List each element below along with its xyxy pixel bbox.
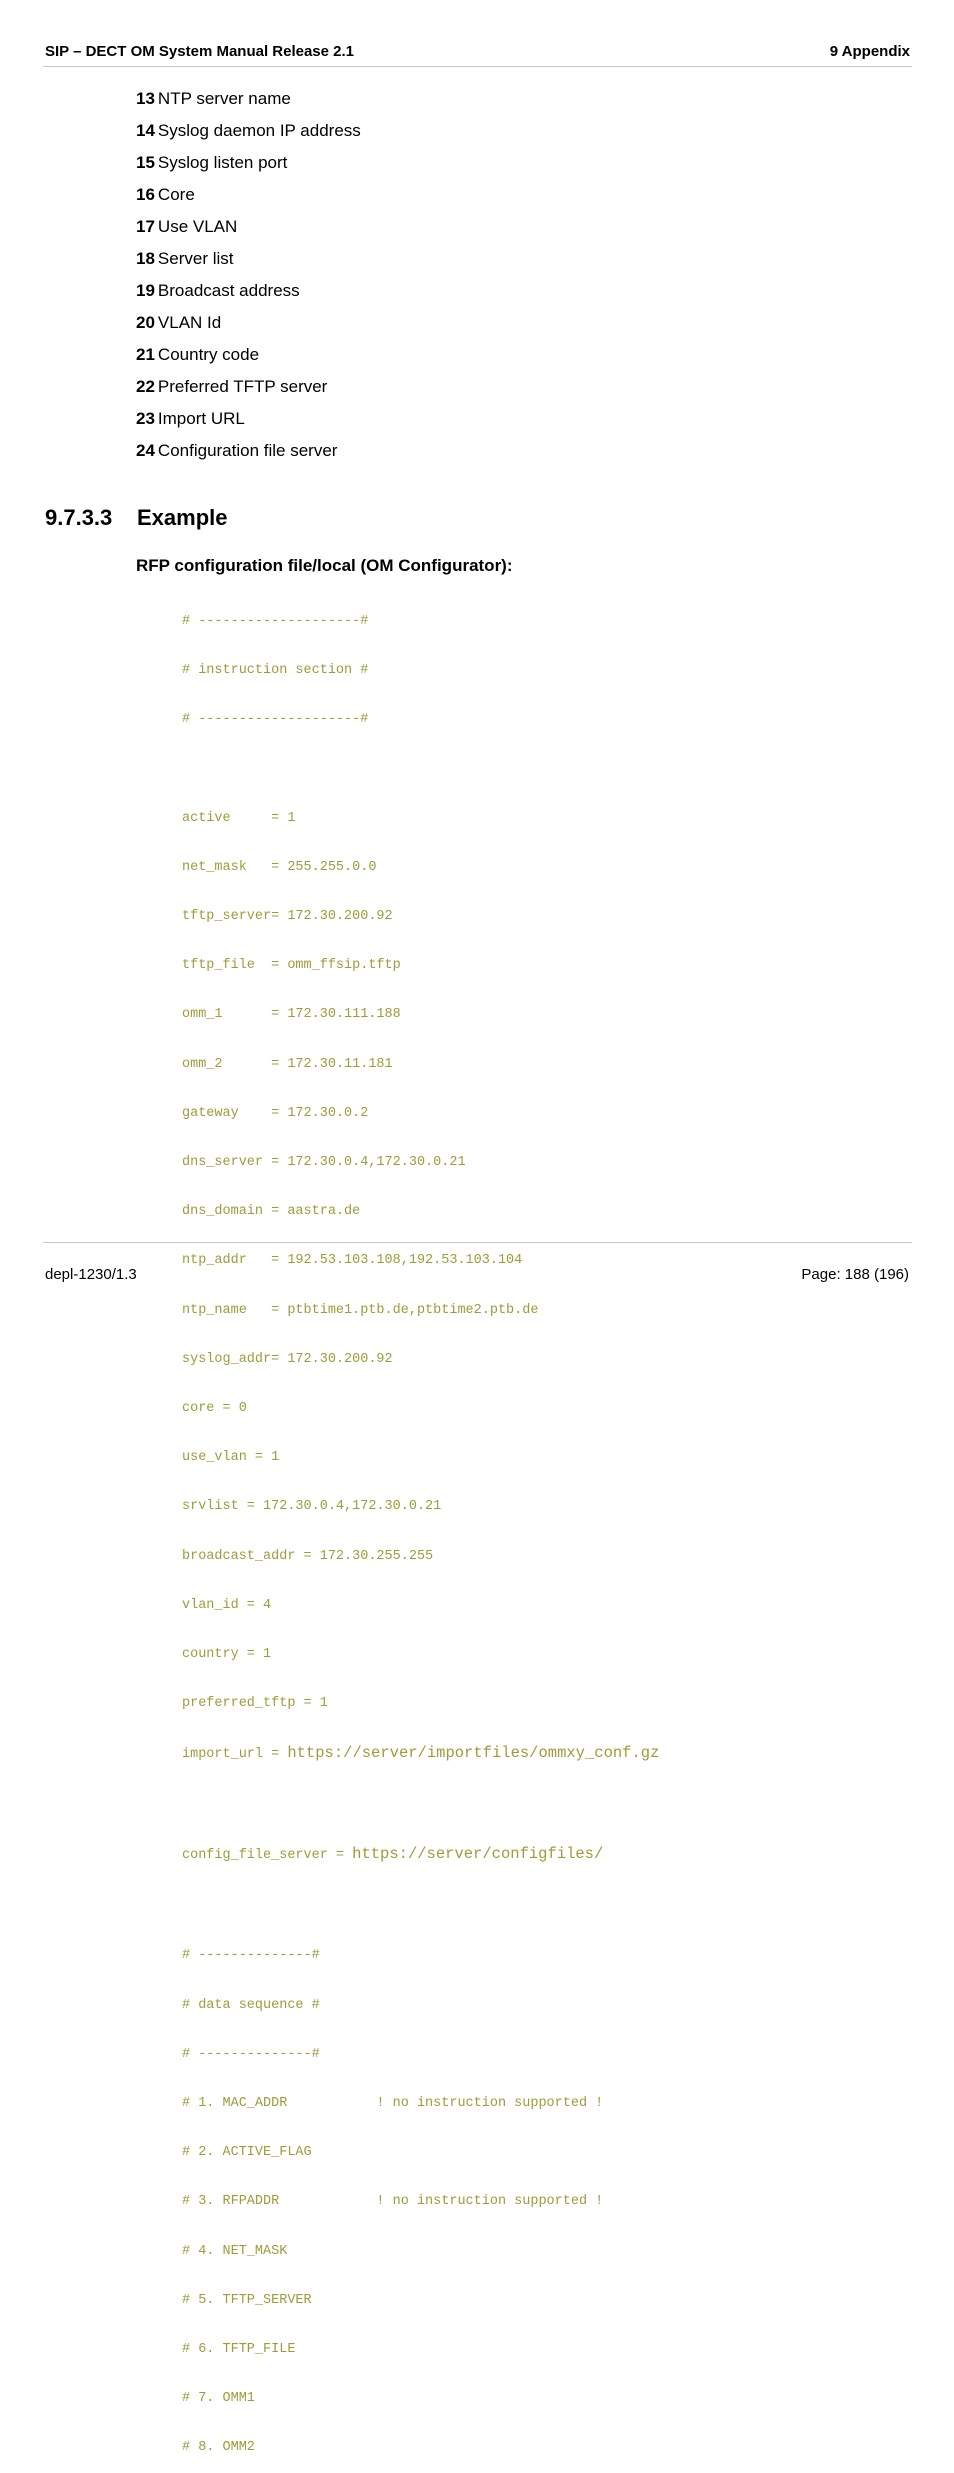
list-item — [136, 120, 361, 152]
code-line: omm_1 = 172.30.111.188 — [182, 1007, 401, 1023]
code-line: # --------------# — [182, 2046, 320, 2062]
code-line: dns_server = 172.30.0.4,172.30.0.21 — [182, 1155, 466, 1171]
code-line: # --------------# — [182, 1948, 320, 1964]
document-title: SIP – DECT OM System Manual Release 2.1 — [45, 43, 355, 60]
item-label: Use VLAN — [157, 217, 238, 236]
code-line: srvlist = 172.30.0.4,172.30.0.21 — [182, 1499, 442, 1515]
document-id: depl-1230/1.3 — [45, 1266, 137, 1283]
item-number: 14 — [136, 121, 155, 140]
code-line: # 1. MAC_ADDR ! no instruction supported ! — [182, 2095, 604, 2111]
code-line: # 7. OMM1 — [182, 2391, 255, 2407]
code-line: # 3. RFPADDR ! no instruction supported ! — [182, 2194, 604, 2210]
item-label: NTP server name — [157, 89, 291, 108]
list-item — [136, 216, 361, 248]
code-line: # 5. TFTP_SERVER — [182, 2292, 312, 2308]
code-line — [182, 1846, 659, 1865]
subheading: RFP configuration file/local (OM Configurator): — [136, 556, 513, 575]
item-label: Import URL — [157, 409, 245, 428]
code-line: # 8. OMM2 — [182, 2440, 255, 2456]
code-line: gateway = 172.30.0.2 — [182, 1105, 369, 1121]
code-line: # 2. ACTIVE_FLAG — [182, 2145, 312, 2161]
item-number: 19 — [136, 281, 155, 300]
code-key: import_url = — [182, 1747, 288, 1763]
code-line: # data sequence # — [182, 1997, 320, 2013]
list-item — [136, 408, 361, 440]
code-key: config_file_server = — [182, 1848, 353, 1864]
list-item — [136, 248, 361, 280]
item-number: 16 — [136, 185, 155, 204]
code-line — [182, 1745, 659, 1764]
code-line: # 4. NET_MASK — [182, 2243, 288, 2259]
code-line: tftp_file = omm_ffsip.tftp — [182, 958, 401, 974]
item-label: Server list — [157, 249, 234, 268]
header-divider — [43, 66, 912, 67]
code-url: https://server/configfiles/ — [352, 1845, 604, 1864]
code-line: # instruction section # — [182, 663, 369, 679]
code-blank-line — [182, 761, 659, 777]
section-heading — [45, 505, 228, 531]
code-line: vlan_id = 4 — [182, 1597, 272, 1613]
code-line: # --------------------# — [182, 712, 369, 728]
code-line: preferred_tftp = 1 — [182, 1696, 328, 1712]
code-blank-line — [182, 1898, 659, 1916]
item-label: Country code — [157, 345, 260, 364]
item-label: Core — [157, 185, 195, 204]
code-line: dns_domain = aastra.de — [182, 1204, 361, 1220]
code-blank-line — [182, 1797, 659, 1813]
list-item — [136, 376, 361, 408]
chapter-label: 9 Appendix — [829, 43, 910, 60]
code-url: https://server/importfiles/ommxy_conf.gz — [287, 1744, 660, 1763]
item-label: Configuration file server — [157, 441, 338, 460]
list-item — [136, 440, 361, 472]
section-title: Example — [137, 505, 228, 530]
item-number: 17 — [136, 217, 155, 236]
code-line: active = 1 — [182, 810, 296, 826]
footer-divider — [43, 1242, 912, 1243]
code-line: syslog_addr= 172.30.200.92 — [182, 1351, 393, 1367]
list-item — [136, 184, 361, 216]
item-number: 20 — [136, 313, 155, 332]
item-label: VLAN Id — [157, 313, 222, 332]
item-number: 13 — [136, 89, 155, 108]
code-line: core = 0 — [182, 1401, 247, 1417]
item-label: Preferred TFTP server — [157, 377, 328, 396]
item-number: 24 — [136, 441, 155, 460]
list-item — [136, 280, 361, 312]
section-number: 9.7.3.3 — [45, 505, 113, 530]
item-number: 18 — [136, 249, 155, 268]
item-number: 21 — [136, 345, 155, 364]
code-line: tftp_server= 172.30.200.92 — [182, 909, 393, 925]
list-item — [136, 88, 361, 120]
code-line: ntp_addr = 192.53.103.108,192.53.103.104 — [182, 1253, 523, 1269]
code-block — [182, 581, 659, 2473]
code-line: # 6. TFTP_FILE — [182, 2341, 296, 2357]
code-line: omm_2 = 172.30.11.181 — [182, 1056, 393, 1072]
item-number: 15 — [136, 153, 155, 172]
page-number: Page: 188 (196) — [801, 1266, 909, 1283]
list-item — [136, 344, 361, 376]
code-line: # --------------------# — [182, 613, 369, 629]
item-label: Syslog listen port — [157, 153, 288, 172]
code-line: broadcast_addr = 172.30.255.255 — [182, 1548, 434, 1564]
code-line: country = 1 — [182, 1647, 272, 1663]
item-label: Syslog daemon IP address — [157, 121, 361, 140]
code-line: ntp_name = ptbtime1.ptb.de,ptbtime2.ptb.de — [182, 1302, 539, 1318]
legend-list — [136, 88, 361, 472]
code-line: net_mask = 255.255.0.0 — [182, 859, 377, 875]
list-item — [136, 312, 361, 344]
item-number: 23 — [136, 409, 155, 428]
item-label: Broadcast address — [157, 281, 300, 300]
list-item — [136, 152, 361, 184]
code-line: use_vlan = 1 — [182, 1450, 280, 1466]
item-number: 22 — [136, 377, 155, 396]
